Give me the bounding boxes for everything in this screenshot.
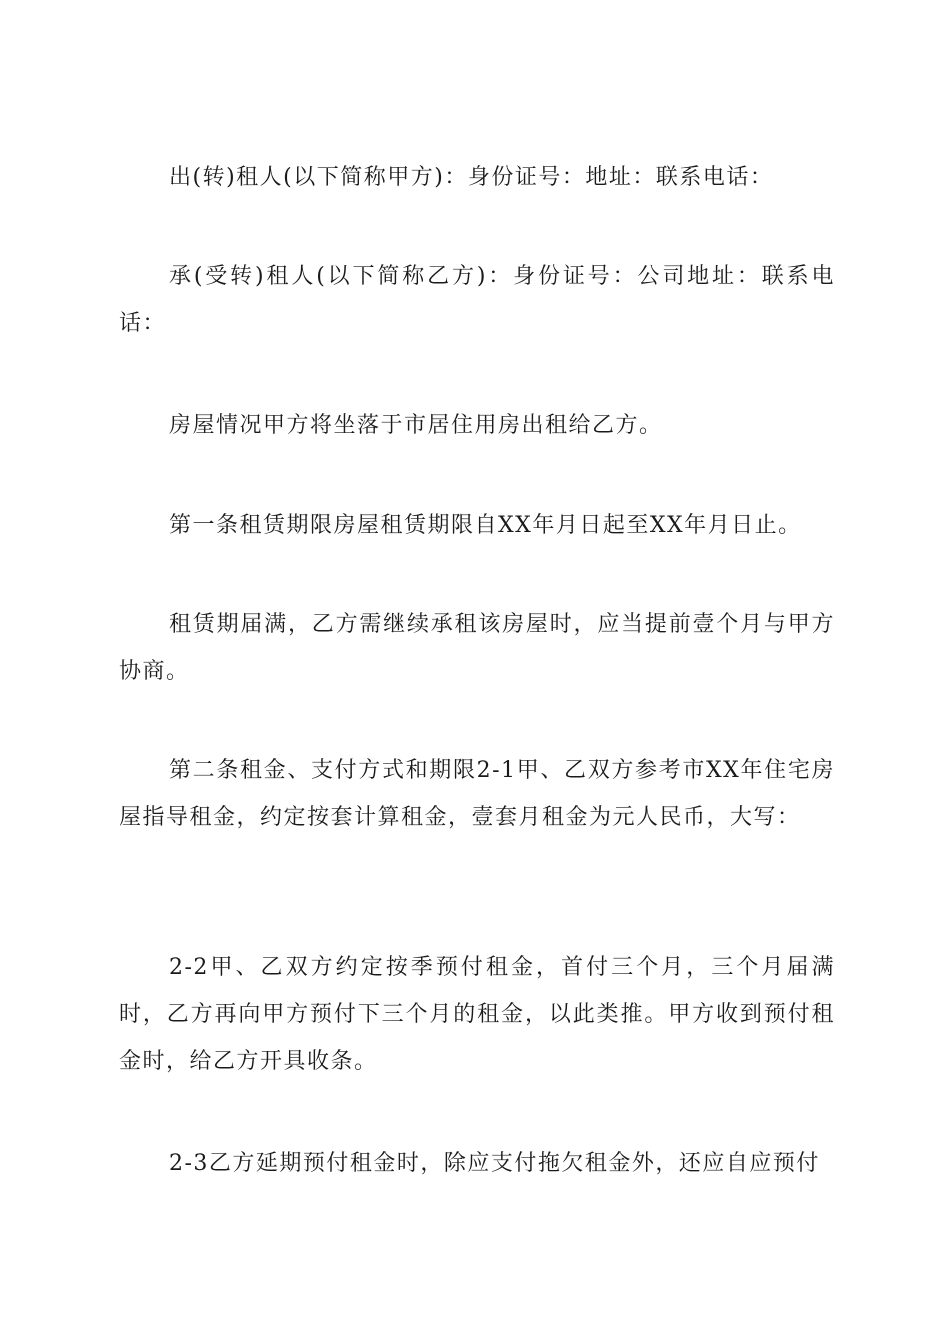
paragraph-article-1-term: 第一条租赁期限房屋租赁期限自XX年月日起至XX年月日止。 xyxy=(169,513,802,538)
paragraph-lessee-info: 承(受转)租人(以下简称乙方)：身份证号：公司地址：联系电话： xyxy=(119,264,835,336)
paragraph-term-renewal: 租赁期届满，乙方需继续承租该房屋时，应当提前壹个月与甲方协商。 xyxy=(119,612,835,684)
paragraph-clause-2-3: 2-3乙方延期预付租金时，除应支付拖欠租金外，还应自应预付 xyxy=(169,1151,820,1176)
paragraph-clause-2-2: 2-2甲、乙双方约定按季预付租金，首付三个月，三个月届满时，乙方再向甲方预付下三个月的租金，以此类推。甲方收到预付租金时，给乙方开具收条。 xyxy=(119,955,835,1074)
paragraph-house-info: 房屋情况甲方将坐落于市居住用房出租给乙方。 xyxy=(169,413,663,438)
paragraph-article-2-rent: 第二条租金、支付方式和期限2-1甲、乙双方参考市XX年住宅房屋指导租金，约定按套计算租金，壹套月租金为元人民币，大写： xyxy=(119,758,835,830)
paragraph-lessor-info: 出(转)租人(以下简称甲方)：身份证号：地址：联系电话： xyxy=(169,165,774,190)
